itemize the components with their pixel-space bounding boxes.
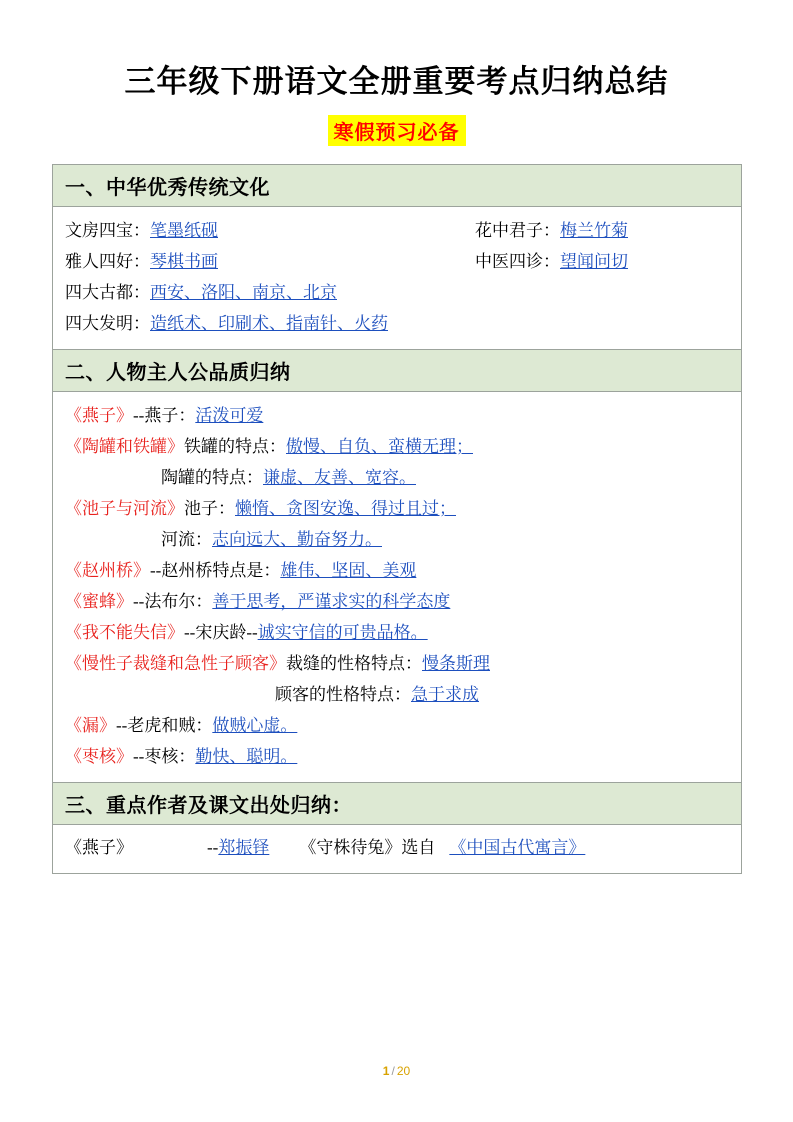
answer-value: 懒惰、贪图安逸、得过且过； <box>235 499 456 518</box>
book-title: 《慢性子裁缝和急性子顾客》 <box>65 654 286 673</box>
answer-value: 谦虚、友善、宽容。 <box>263 468 416 487</box>
character-line <box>65 741 729 772</box>
book-title: 《漏》 <box>65 716 116 735</box>
character-line <box>65 679 729 710</box>
character-line <box>65 431 729 462</box>
answer-value: 傲慢、自负、蛮横无理； <box>286 437 473 456</box>
table-row <box>53 207 742 350</box>
middle-text: --老虎和贼： <box>116 716 213 735</box>
answer-value: 慢条斯理 <box>422 654 490 673</box>
page-separator: / <box>391 1064 395 1078</box>
traditional-row-2-left <box>65 246 475 277</box>
middle-text: 裁缝的性格特点： <box>286 654 422 673</box>
section-heading-1: 一、中华优秀传统文化 <box>53 165 742 207</box>
value: 造纸术、印刷术、指南针、火药 <box>150 314 388 333</box>
from-label: 选自 <box>401 838 436 857</box>
answer-value: 勤快、聪明。 <box>195 747 298 766</box>
value: 梅兰竹菊 <box>560 221 628 240</box>
page-total: 20 <box>396 1064 411 1078</box>
middle-text: --赵州桥特点是： <box>150 561 281 580</box>
book-title-2: 《守株待兔》 <box>299 838 402 857</box>
value: 望闻问切 <box>560 252 628 271</box>
traditional-row-2-right <box>475 246 729 277</box>
table-row <box>53 350 742 392</box>
middle-text: --枣核： <box>133 747 196 766</box>
answer-value: 雄伟、坚固、美观 <box>280 561 417 580</box>
traditional-row-4 <box>65 308 729 339</box>
answer-value: 活泼可爱 <box>195 406 264 425</box>
content-table <box>52 164 742 874</box>
answer-value: 善于思考，严谨求实的科学态度 <box>212 592 451 611</box>
middle-text: --法布尔： <box>133 592 213 611</box>
page-footer <box>0 1064 793 1078</box>
character-line <box>65 524 729 555</box>
middle-text: --燕子： <box>133 406 196 425</box>
label: 四大古都： <box>65 283 150 302</box>
source-title: 《中国古代寓言》 <box>449 838 586 857</box>
book-title-1: 《燕子》 <box>65 838 133 857</box>
book-title: 《蜜蜂》 <box>65 592 133 611</box>
section-3-body <box>53 825 742 874</box>
section-heading-3: 三、重点作者及课文出处归纳： <box>53 783 742 825</box>
middle-text: 顾客的性格特点： <box>275 685 411 704</box>
character-line <box>65 586 729 617</box>
traditional-row-3 <box>65 277 729 308</box>
value: 西安、洛阳、南京、北京 <box>150 283 337 302</box>
character-line <box>65 710 729 741</box>
label: 文房四宝： <box>65 221 150 240</box>
middle-text: 陶罐的特点： <box>161 468 263 487</box>
book-title: 《枣核》 <box>65 747 133 766</box>
section-heading-2: 二、人物主人公品质归纳 <box>53 350 742 392</box>
traditional-row-2 <box>65 246 729 277</box>
middle-text: 池子： <box>184 499 235 518</box>
middle-text: --宋庆龄-- <box>184 623 258 642</box>
table-row <box>53 165 742 207</box>
middle-text: 铁罐的特点： <box>184 437 286 456</box>
page-number: 1 <box>382 1064 390 1078</box>
answer-value: 志向远大、勤奋努力。 <box>212 530 382 549</box>
book-title: 《赵州桥》 <box>65 561 150 580</box>
character-line <box>65 648 729 679</box>
answer-value: 做贼心虚。 <box>212 716 298 735</box>
character-line <box>65 462 729 493</box>
table-row <box>53 392 742 783</box>
subtitle-container <box>52 115 741 146</box>
table-row <box>53 825 742 874</box>
label: 雅人四好： <box>65 252 150 271</box>
value: 笔墨纸砚 <box>150 221 218 240</box>
page-title: 三年级下册语文全册重要考点归纳总结 <box>124 64 669 99</box>
author-line <box>65 833 729 863</box>
character-line <box>65 400 729 431</box>
traditional-row-1-left <box>65 215 475 246</box>
label: 四大发明： <box>65 314 150 333</box>
character-line <box>65 493 729 524</box>
value: 琴棋书画 <box>150 252 218 271</box>
label: 花中君子： <box>475 221 560 240</box>
answer-value: 诚实守信的可贵品格。 <box>257 623 428 642</box>
label: 中医四诊： <box>475 252 560 271</box>
traditional-row-1-right <box>475 215 729 246</box>
author-prefix: -- <box>207 838 219 857</box>
author-name: 郑振铎 <box>218 838 270 857</box>
answer-value: 急于求成 <box>411 685 479 704</box>
middle-text: 河流： <box>161 530 212 549</box>
character-line <box>65 555 729 586</box>
character-line <box>65 617 729 648</box>
book-title: 《我不能失信》 <box>65 623 184 642</box>
book-title: 《陶罐和铁罐》 <box>65 437 184 456</box>
traditional-row-1 <box>65 215 729 246</box>
table-row <box>53 783 742 825</box>
subtitle-highlight: 寒假预习必备 <box>328 115 466 146</box>
section-2-body <box>53 392 742 783</box>
section-1-body <box>53 207 742 350</box>
book-title: 《燕子》 <box>65 406 133 425</box>
book-title: 《池子与河流》 <box>65 499 184 518</box>
